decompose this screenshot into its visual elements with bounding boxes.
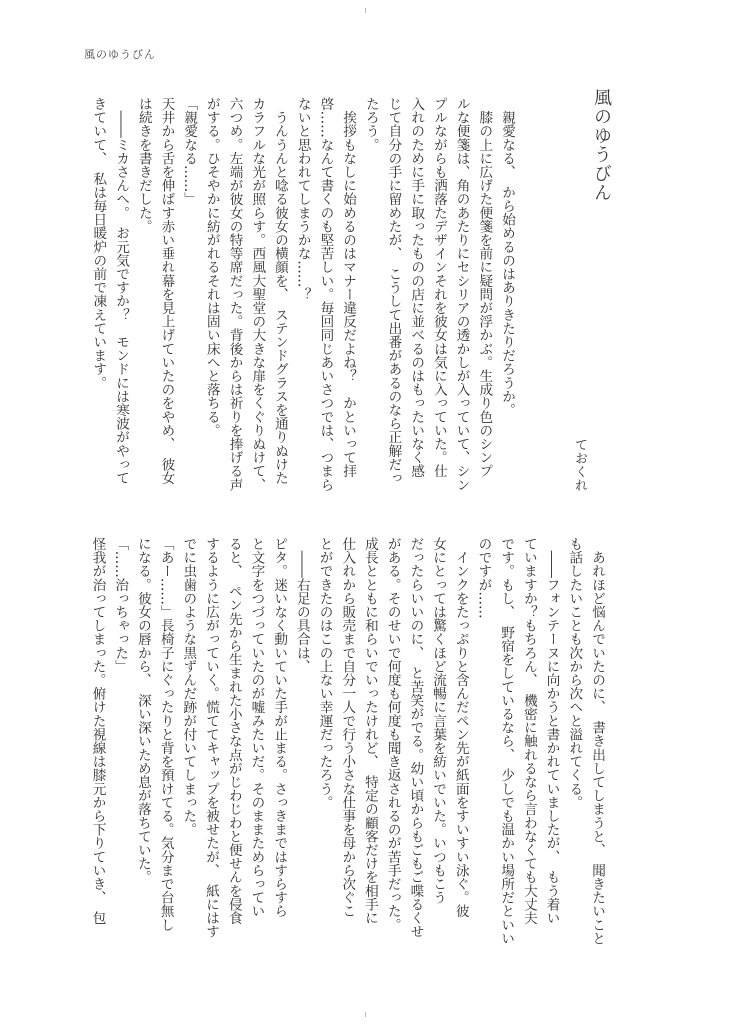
text-line: 怪我が治ってしまった。俯けた視線は膝元から下りていき、 包 [89,537,106,925]
text-line: は続きを書きだした。 [135,97,152,233]
text-line: きていて、 私は毎日暖炉の前で凍えています。 [90,97,107,390]
text-line: ないと思われてしまうかな……？ [294,97,311,301]
author-name: ておくれ [572,438,587,492]
upper-text-block [87,97,518,497]
text-line: がする。ひそやかに紡がれるそれは固い床へと落ちる。 [203,97,220,437]
text-line: 膝の上に広げた便箋を前に疑問が浮かぶ。生成り色のシンプ [476,97,493,478]
crop-mark [365,1012,366,1017]
text-line: じて自分の手に留めたが、 こうして出番があるのなら正解だっ [385,97,402,485]
crop-mark [365,8,366,13]
text-line: ると、 ペン先から生まれた小さな点がじわじわと便せんを侵食 [225,537,242,925]
text-line: ていますか？もちろん、 機密に触れるなら言わなくても大丈夫 [520,537,537,925]
text-line: と文字をつづっていたのが嘘みたいだ。そのままためらってい [248,537,265,918]
text-line: 女にとっては驚くほど流暢に言葉を紡いでいた。いつもこう [430,537,447,905]
text-line: 成長とともに和らいでいったけれど、 特定の顧客だけを相手に [361,537,378,925]
text-line: ピタ。迷いなく動いていた手が止まる。さっきまではすらすら [271,537,288,918]
text-line: 入れのために手に取ったものの店に並べるのはもったいなく感 [408,97,425,478]
text-line: あれほど悩んでいたのに、 書き出してしまうと、 聞きたいこと [589,537,605,945]
text-line: ルな便箋は、角のあたりにセシリアの透かしが入っていて、シン [453,97,470,492]
text-line: とができたのはこの上ない幸運だったろう。 [316,537,333,809]
text-line: です。もし、 野宿をしているなら、 少しでも温かい場所だといい [498,537,515,945]
text-line: 啓……なんて書くのも堅苦しい。毎回同じあいさつでは、つまら [317,97,334,492]
text-line: になる。彼女の唇から、 深い深いため息が落ちていた。 [134,537,151,884]
text-line: 「親愛なる……」 [181,97,198,206]
text-line: たろう。 [362,97,379,152]
text-line: 「あー……」長椅子にぐったりと背を預けてる。気分まで台無し [157,537,174,932]
text-line: 挨拶もなしに始めるのはマナー違反だよね？ かといって拝 [340,97,357,478]
text-line: するように広がっていく。慌ててキャップを被せたが、 紙にはす [203,537,220,939]
text-line: 仕入れから販売まで自分一人で行う小さな仕事を母から次ぐこ [339,537,356,918]
text-line: だったらいいのに、 と苦笑がでる。幼い頃からもごもご喋るくせ [407,537,424,939]
text-line: インクをたっぷりと含んだペン先が紙面をすいすい泳ぐ。彼 [452,537,469,918]
text-line: カラフルな光が照らす。西風大聖堂の大きな扉をくぐりぬけて、 [249,97,266,492]
text-line: プルながらも洒落たデザインそれを彼女は気に入っていた。仕 [430,97,447,478]
text-line: ――フォンテーヌに向かうと書かれていましたが、 もう着い [543,537,560,925]
text-line: 親愛なる、 から始めるのはありきたりだろうか。 [499,97,515,417]
text-line: 「……治っちゃった」 [112,537,129,673]
lower-text-block [86,537,608,945]
text-line: がある。そのせいで何度も何度も聞き返されるのが苦手だった。 [384,537,401,932]
text-line: ――右足の具合は、 [293,537,310,673]
running-head: 風のゆうびん [84,48,156,61]
text-line: でに虫歯のような黒ずんだ跡が付いてしまった。 [180,537,197,837]
text-line: も話したいことも次から次へと溢れてくる。 [566,537,583,809]
text-line: のですが…… [475,537,492,619]
text-line: 天井から舌を伸ばす赤い垂れ幕を見上げていたのをやめ、 彼女 [158,97,175,485]
story-title: 風のゆうびん [591,88,612,202]
text-line: うんうんと唸る彼女の横顔を、 ステンドグラスを通りぬけた [271,97,288,485]
text-line: 六つめ。左端が彼女の特等席だった。背後からは祈りを捧げる声 [226,97,243,492]
text-line: ――ミカさんへ。 お元気ですか？ モンドには寒波がやって [113,97,130,485]
